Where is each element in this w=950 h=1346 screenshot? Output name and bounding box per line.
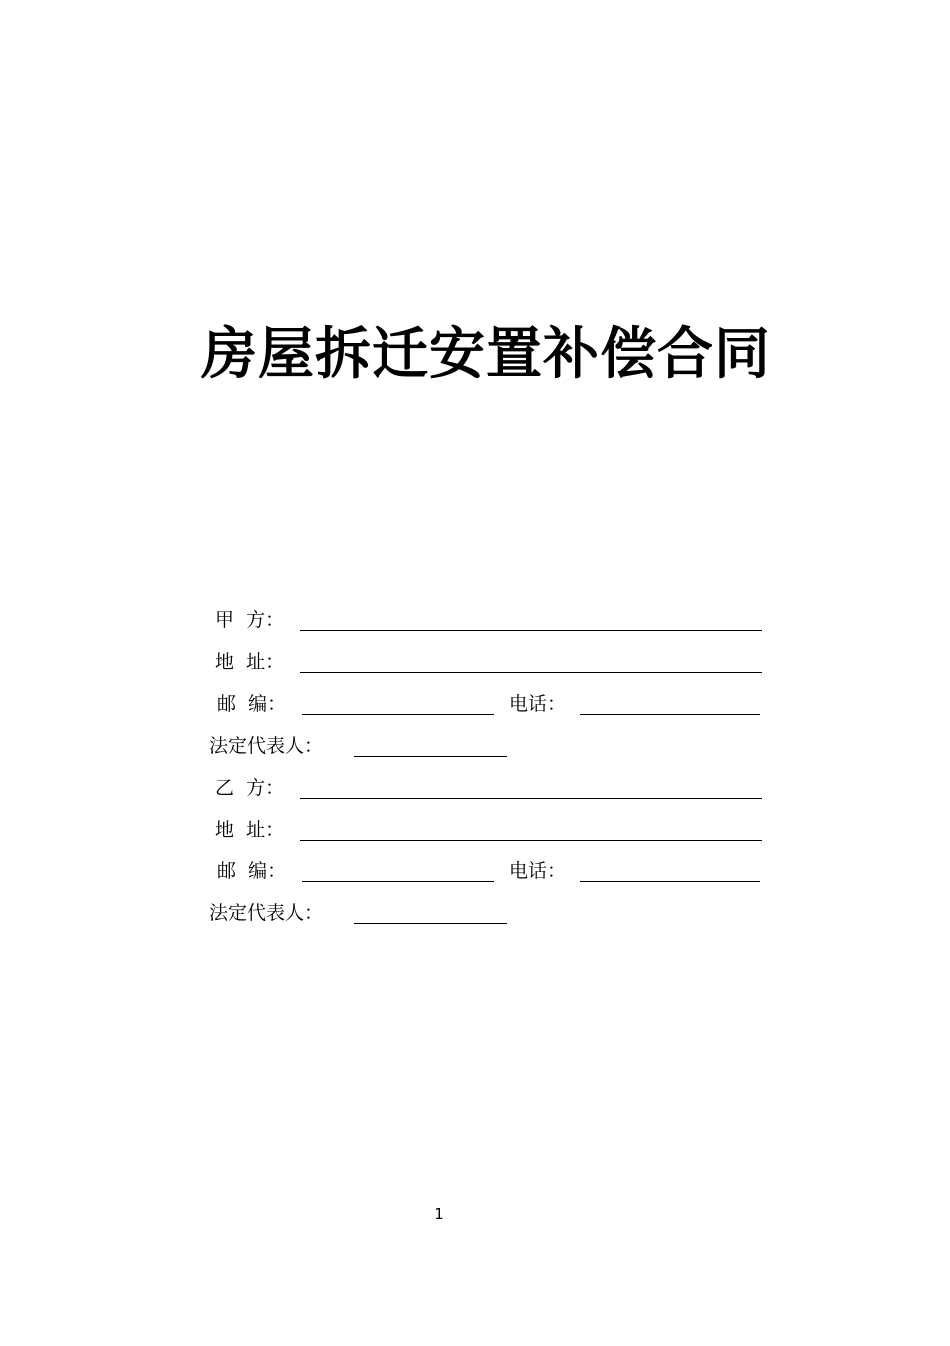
party-a-postcode-blank [302, 714, 494, 715]
document-title: 房屋拆迁安置补偿合同 [201, 321, 771, 387]
party-a-label: 甲 方： [215, 609, 285, 631]
party-b-label: 乙 方： [215, 777, 285, 799]
party-a-legal-rep-label: 法定代表人： [209, 735, 324, 757]
party-a-address-label: 地 址： [215, 651, 285, 673]
party-b-legal-rep-blank [354, 923, 507, 924]
party-b-address-label: 地 址： [215, 819, 285, 841]
party-b-blank [300, 798, 762, 799]
party-b-postcode-label: 邮 编： [217, 860, 287, 882]
party-a-blank [300, 630, 762, 631]
party-a-phone-blank [580, 714, 760, 715]
party-b-address-blank [300, 840, 762, 841]
party-b-phone-label: 电话： [509, 860, 567, 882]
party-b-legal-rep-label: 法定代表人： [209, 902, 324, 924]
party-a-legal-rep-blank [354, 756, 507, 757]
party-b-phone-blank [580, 881, 760, 882]
party-a-address-blank [300, 672, 762, 673]
party-b-postcode-blank [302, 881, 494, 882]
party-a-phone-label: 电话： [509, 693, 567, 715]
party-a-postcode-label: 邮 编： [217, 693, 287, 715]
page-number: 1 [434, 1205, 444, 1223]
